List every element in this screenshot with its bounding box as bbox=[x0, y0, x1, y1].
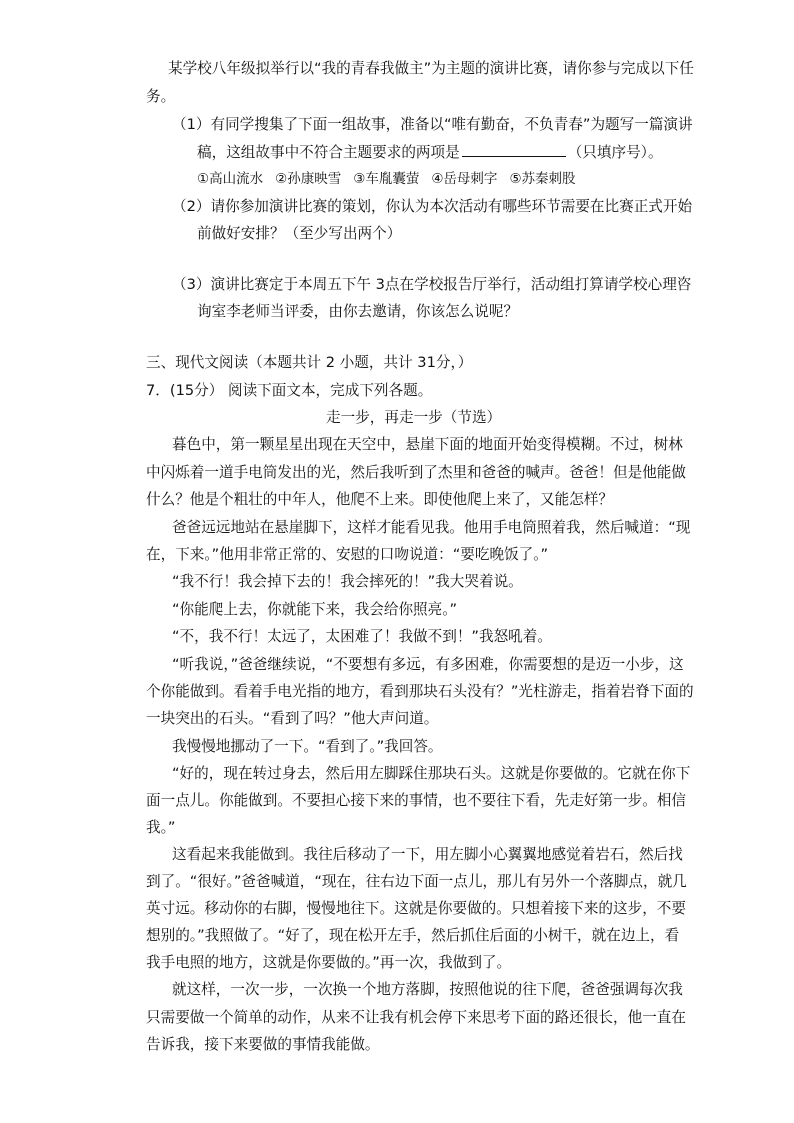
passage-line: 想别的。”我照做了。“好了，现在松开左手，然后抓住后面的小树干，就在边上，看 bbox=[146, 927, 680, 944]
passage-line: 只需要做一个简单的动作，从来不让我有机会停下来思考下面的路还很长，他一直在 bbox=[146, 1009, 686, 1026]
option-1: ①高山流水 bbox=[197, 171, 264, 187]
q2-line-2: 前做好安排？（至少写出两个） bbox=[197, 225, 402, 242]
q1-line-2-suffix: （只填序号）。 bbox=[567, 144, 663, 161]
passage-line: “不，我不行！太远了，太困难了！我做不到！”我怒吼着。 bbox=[172, 628, 552, 645]
passage-line: 这看起来我能做到。我往后移动了一下，用左脚小心翼翼地感觉着岩石，然后找 bbox=[172, 846, 683, 863]
passage-line: 告诉我，接下来要做的事情我能做。 bbox=[146, 1036, 380, 1053]
passage-line: 中闪烁着一道手电筒发出的光，然后我听到了杰里和爸爸的喊声。爸爸！但是他能做 bbox=[146, 464, 686, 481]
intro-line-2: 务。 bbox=[146, 88, 176, 105]
passage-line: 我慢慢地挪动了一下。“看到了。”我回答。 bbox=[172, 738, 443, 755]
q3-line-1: （3）演讲比赛定于本周五下午 3点在学校报告厅举行，活动组打算请学校心理咨 bbox=[172, 276, 692, 293]
option-4: ④岳母刺字 bbox=[431, 171, 498, 187]
passage-line: 英寸远。移动你的右脚，慢慢地往下。这就是你要做的。只想着接下来的这步，不要 bbox=[146, 900, 686, 917]
passage-line: 面一点儿。你能做到。不要担心接下来的事情，也不要往下看，先走好第一步。相信 bbox=[146, 792, 686, 809]
passage-line: 一块突出的石头。“看到了吗？”他大声问道。 bbox=[146, 710, 439, 727]
passage-line: “你能爬上去，你就能下来，我会给你照亮。” bbox=[172, 601, 458, 618]
passage-line: 暮色中，第一颗星星出现在天空中，悬崖下面的地面开始变得模糊。不过，树林 bbox=[172, 436, 683, 453]
passage-line: 我。” bbox=[146, 819, 176, 836]
passage-line: 到了。“很好。”爸爸喊道，“现在，往右边下面一点儿，那儿有另外一个落脚点，就几 bbox=[146, 873, 687, 890]
intro-line-1: 某学校八年级拟举行以“我的青春我做主”为主题的演讲比赛，请你参与完成以下任 bbox=[168, 60, 694, 77]
q3-line-2: 询室李老师当评委，由你去邀请，你该怎么说呢？ bbox=[197, 303, 519, 320]
passage-title: 走一步，再走一步（节选） bbox=[326, 409, 502, 426]
q1-options bbox=[197, 169, 588, 189]
passage-line: “听我说，”爸爸继续说，“不要想有多远，有多困难，你需要想的是迈一小步，这 bbox=[172, 656, 684, 673]
q1-line-2 bbox=[197, 142, 663, 163]
q1-line-1: （1）有同学搜集了下面一组故事，准备以“唯有勤奋，不负青春”为题写一篇演讲 bbox=[172, 116, 693, 133]
passage-line: “好的，现在转过身去，然后用左脚踩住那块石头。这就是你要做的。它就在你下 bbox=[172, 765, 691, 782]
passage-line: 我手电照的地方，这就是你要做的。”再一次，我做到了。 bbox=[146, 954, 512, 971]
passage-line: 个你能做到。看着手电光指的地方，看到那块石头没有？”光柱游走，指着岩脊下面的 bbox=[146, 683, 694, 700]
section-heading: 三、现代文阅读（本题共计 2 小题，共计 31分，） bbox=[146, 354, 473, 371]
question-7-header: 7．(15分） 阅读下面文本，完成下列各题。 bbox=[146, 382, 433, 399]
passage-line: 就这样，一次一步，一次换一个地方落脚，按照他说的往下爬，爸爸强调每次我 bbox=[172, 981, 683, 998]
option-5: ⑤苏秦刺股 bbox=[509, 171, 576, 187]
q2-line-1: （2）请你参加演讲比赛的策划，你认为本次活动有哪些环节需要在比赛正式开始 bbox=[172, 198, 693, 215]
passage-line: 在，下来。”他用非常正常的、安慰的口吻说道：“要吃晚饭了。” bbox=[146, 546, 549, 563]
passage-line: 什么？他是个粗壮的中年人，他爬不上来。即使他爬上来了，又能怎样？ bbox=[146, 491, 614, 508]
q1-line-2-text: 稿，这组故事中不符合主题要求的两项是 bbox=[197, 144, 460, 161]
option-3: ③车胤囊萤 bbox=[353, 171, 420, 187]
option-2: ②孙康映雪 bbox=[275, 171, 342, 187]
passage-line: 爸爸远远地站在悬崖脚下，这样才能看见我。他用手电筒照着我，然后喊道：“现 bbox=[172, 519, 691, 536]
answer-blank[interactable] bbox=[462, 142, 566, 157]
passage-line: “我不行！我会掉下去的！我会摔死的！”我大哭着说。 bbox=[172, 573, 523, 590]
